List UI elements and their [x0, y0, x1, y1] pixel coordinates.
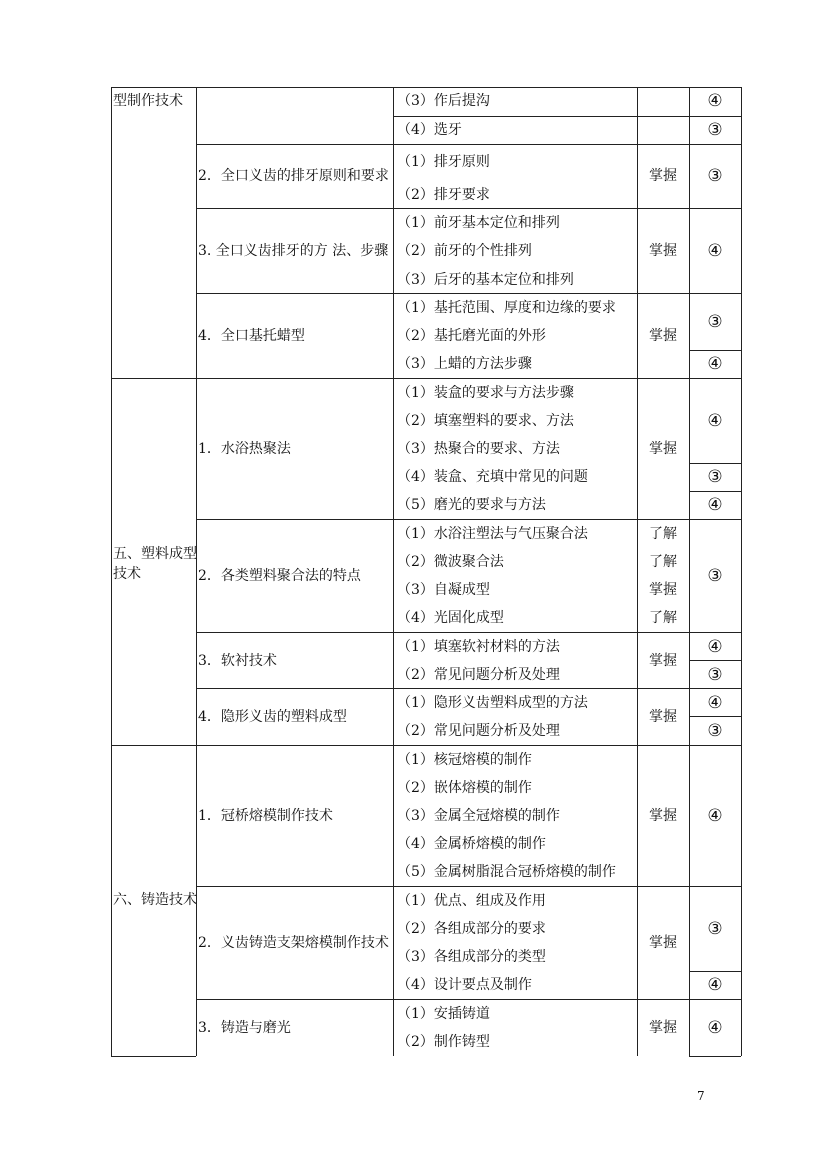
- item-text: （3）热聚合的要求、方法: [397, 441, 560, 457]
- topic-title: 2．全口义齿的排牙原则和要求: [198, 168, 389, 184]
- item-text: （3）上蜡的方法步骤: [397, 356, 532, 372]
- grade-mark: ③: [707, 120, 723, 140]
- requirement-level: 了解: [649, 526, 677, 542]
- item-text: （1）排牙原则: [397, 154, 490, 170]
- item-text: （1）填塞软衬材料的方法: [397, 639, 560, 655]
- grade-mark: ③: [707, 566, 723, 586]
- item-text: （1）核冠熔模的制作: [397, 752, 532, 768]
- item-text: （2）填塞塑料的要求、方法: [397, 413, 574, 429]
- topic-title: 2．各类塑料聚合法的特点: [198, 568, 361, 584]
- item-text: （2）微波聚合法: [397, 554, 504, 570]
- requirement-level: 掌握: [649, 808, 677, 824]
- item-text: （2）排牙要求: [397, 187, 490, 203]
- item-text: （1）基托范围、厚度和边缘的要求: [397, 300, 616, 316]
- topic-title: 3．铸造与磨光: [198, 1020, 291, 1036]
- item-text: （4）设计要点及制作: [397, 977, 532, 993]
- requirement-level: 掌握: [649, 582, 677, 598]
- item-text: （4）金属桥熔模的制作: [397, 836, 546, 852]
- section-title-denture-making: 型制作技术: [113, 93, 183, 109]
- topic-title: 2．义齿铸造支架熔模制作技术: [198, 935, 389, 951]
- item-text: （5）金属树脂混合冠桥熔模的制作: [397, 864, 616, 880]
- grade-mark: ③: [707, 467, 723, 487]
- grade-mark: ④: [707, 91, 723, 111]
- requirement-level: 了解: [649, 554, 677, 570]
- item-text: （3）金属全冠熔模的制作: [397, 808, 560, 824]
- topic-title: 3. 全口义齿排牙的方 法、步骤: [198, 243, 389, 259]
- item-text: （4）装盒、充填中常见的问题: [397, 469, 588, 485]
- requirement-level: 掌握: [649, 709, 677, 725]
- item-text: （2）前牙的个性排列: [397, 243, 532, 259]
- requirement-level: 掌握: [649, 441, 677, 457]
- item-text: （2）基托磨光面的外形: [397, 328, 546, 344]
- section-title-casting: 六、铸造技术: [113, 892, 197, 908]
- item-text: （3）自凝成型: [397, 582, 490, 598]
- grade-mark: ④: [707, 693, 723, 713]
- topic-title: 4．隐形义齿的塑料成型: [198, 709, 347, 725]
- grade-mark: ③: [707, 721, 723, 741]
- item-text: （2）嵌体熔模的制作: [397, 780, 532, 796]
- topic-title: 4．全口基托蜡型: [198, 328, 305, 344]
- topic-title: 3．软衬技术: [198, 653, 277, 669]
- requirement-level: 掌握: [649, 243, 677, 259]
- item-text: （3）后牙的基本定位和排列: [397, 272, 574, 288]
- grade-mark: ④: [707, 354, 723, 374]
- requirement-level: 掌握: [649, 1020, 677, 1036]
- item-text: （1）隐形义齿塑料成型的方法: [397, 695, 588, 711]
- grade-mark: ④: [707, 806, 723, 826]
- item-text: （1）优点、组成及作用: [397, 893, 546, 909]
- grade-mark: ④: [707, 411, 723, 431]
- grade-mark: ③: [707, 919, 723, 939]
- requirement-level: 了解: [649, 610, 677, 626]
- grade-mark: ④: [707, 975, 723, 995]
- item-text: （2）常见问题分析及处理: [397, 667, 560, 683]
- grade-mark: ④: [707, 637, 723, 657]
- item-text: （1）安插铸道: [397, 1006, 490, 1022]
- section-title-plastic-molding: 五、塑料成型: [113, 546, 197, 562]
- requirement-level: 掌握: [649, 935, 677, 951]
- item-text: （1）前牙基本定位和排列: [397, 215, 560, 231]
- grade-mark: ③: [707, 665, 723, 685]
- item-text: （2）常见问题分析及处理: [397, 723, 560, 739]
- grade-mark: ④: [707, 1018, 723, 1038]
- requirement-level: 掌握: [649, 168, 677, 184]
- requirement-level: 掌握: [649, 653, 677, 669]
- item-text: （4）光固化成型: [397, 610, 504, 626]
- item-text: （2）制作铸型: [397, 1034, 490, 1050]
- section-title-plastic-molding-line2: 技术: [113, 566, 141, 582]
- item-text: （1）水浴注塑法与气压聚合法: [397, 526, 588, 542]
- item-text: （2）各组成部分的要求: [397, 921, 546, 937]
- item-text: （5）磨光的要求与方法: [397, 497, 546, 513]
- topic-title: 1．冠桥熔模制作技术: [198, 808, 333, 824]
- grade-mark: ④: [707, 495, 723, 515]
- grade-mark: ③: [707, 166, 723, 186]
- item-text: （4）选牙: [397, 122, 462, 138]
- topic-title: 1．水浴热聚法: [198, 441, 291, 457]
- grade-mark: ③: [707, 312, 723, 332]
- page-number: 7: [697, 1089, 705, 1103]
- requirement-level: 掌握: [649, 328, 677, 344]
- item-text: （1）装盒的要求与方法步骤: [397, 385, 574, 401]
- item-text: （3）各组成部分的类型: [397, 949, 546, 965]
- grade-mark: ④: [707, 241, 723, 261]
- item-text: （3）作后提沟: [397, 93, 490, 109]
